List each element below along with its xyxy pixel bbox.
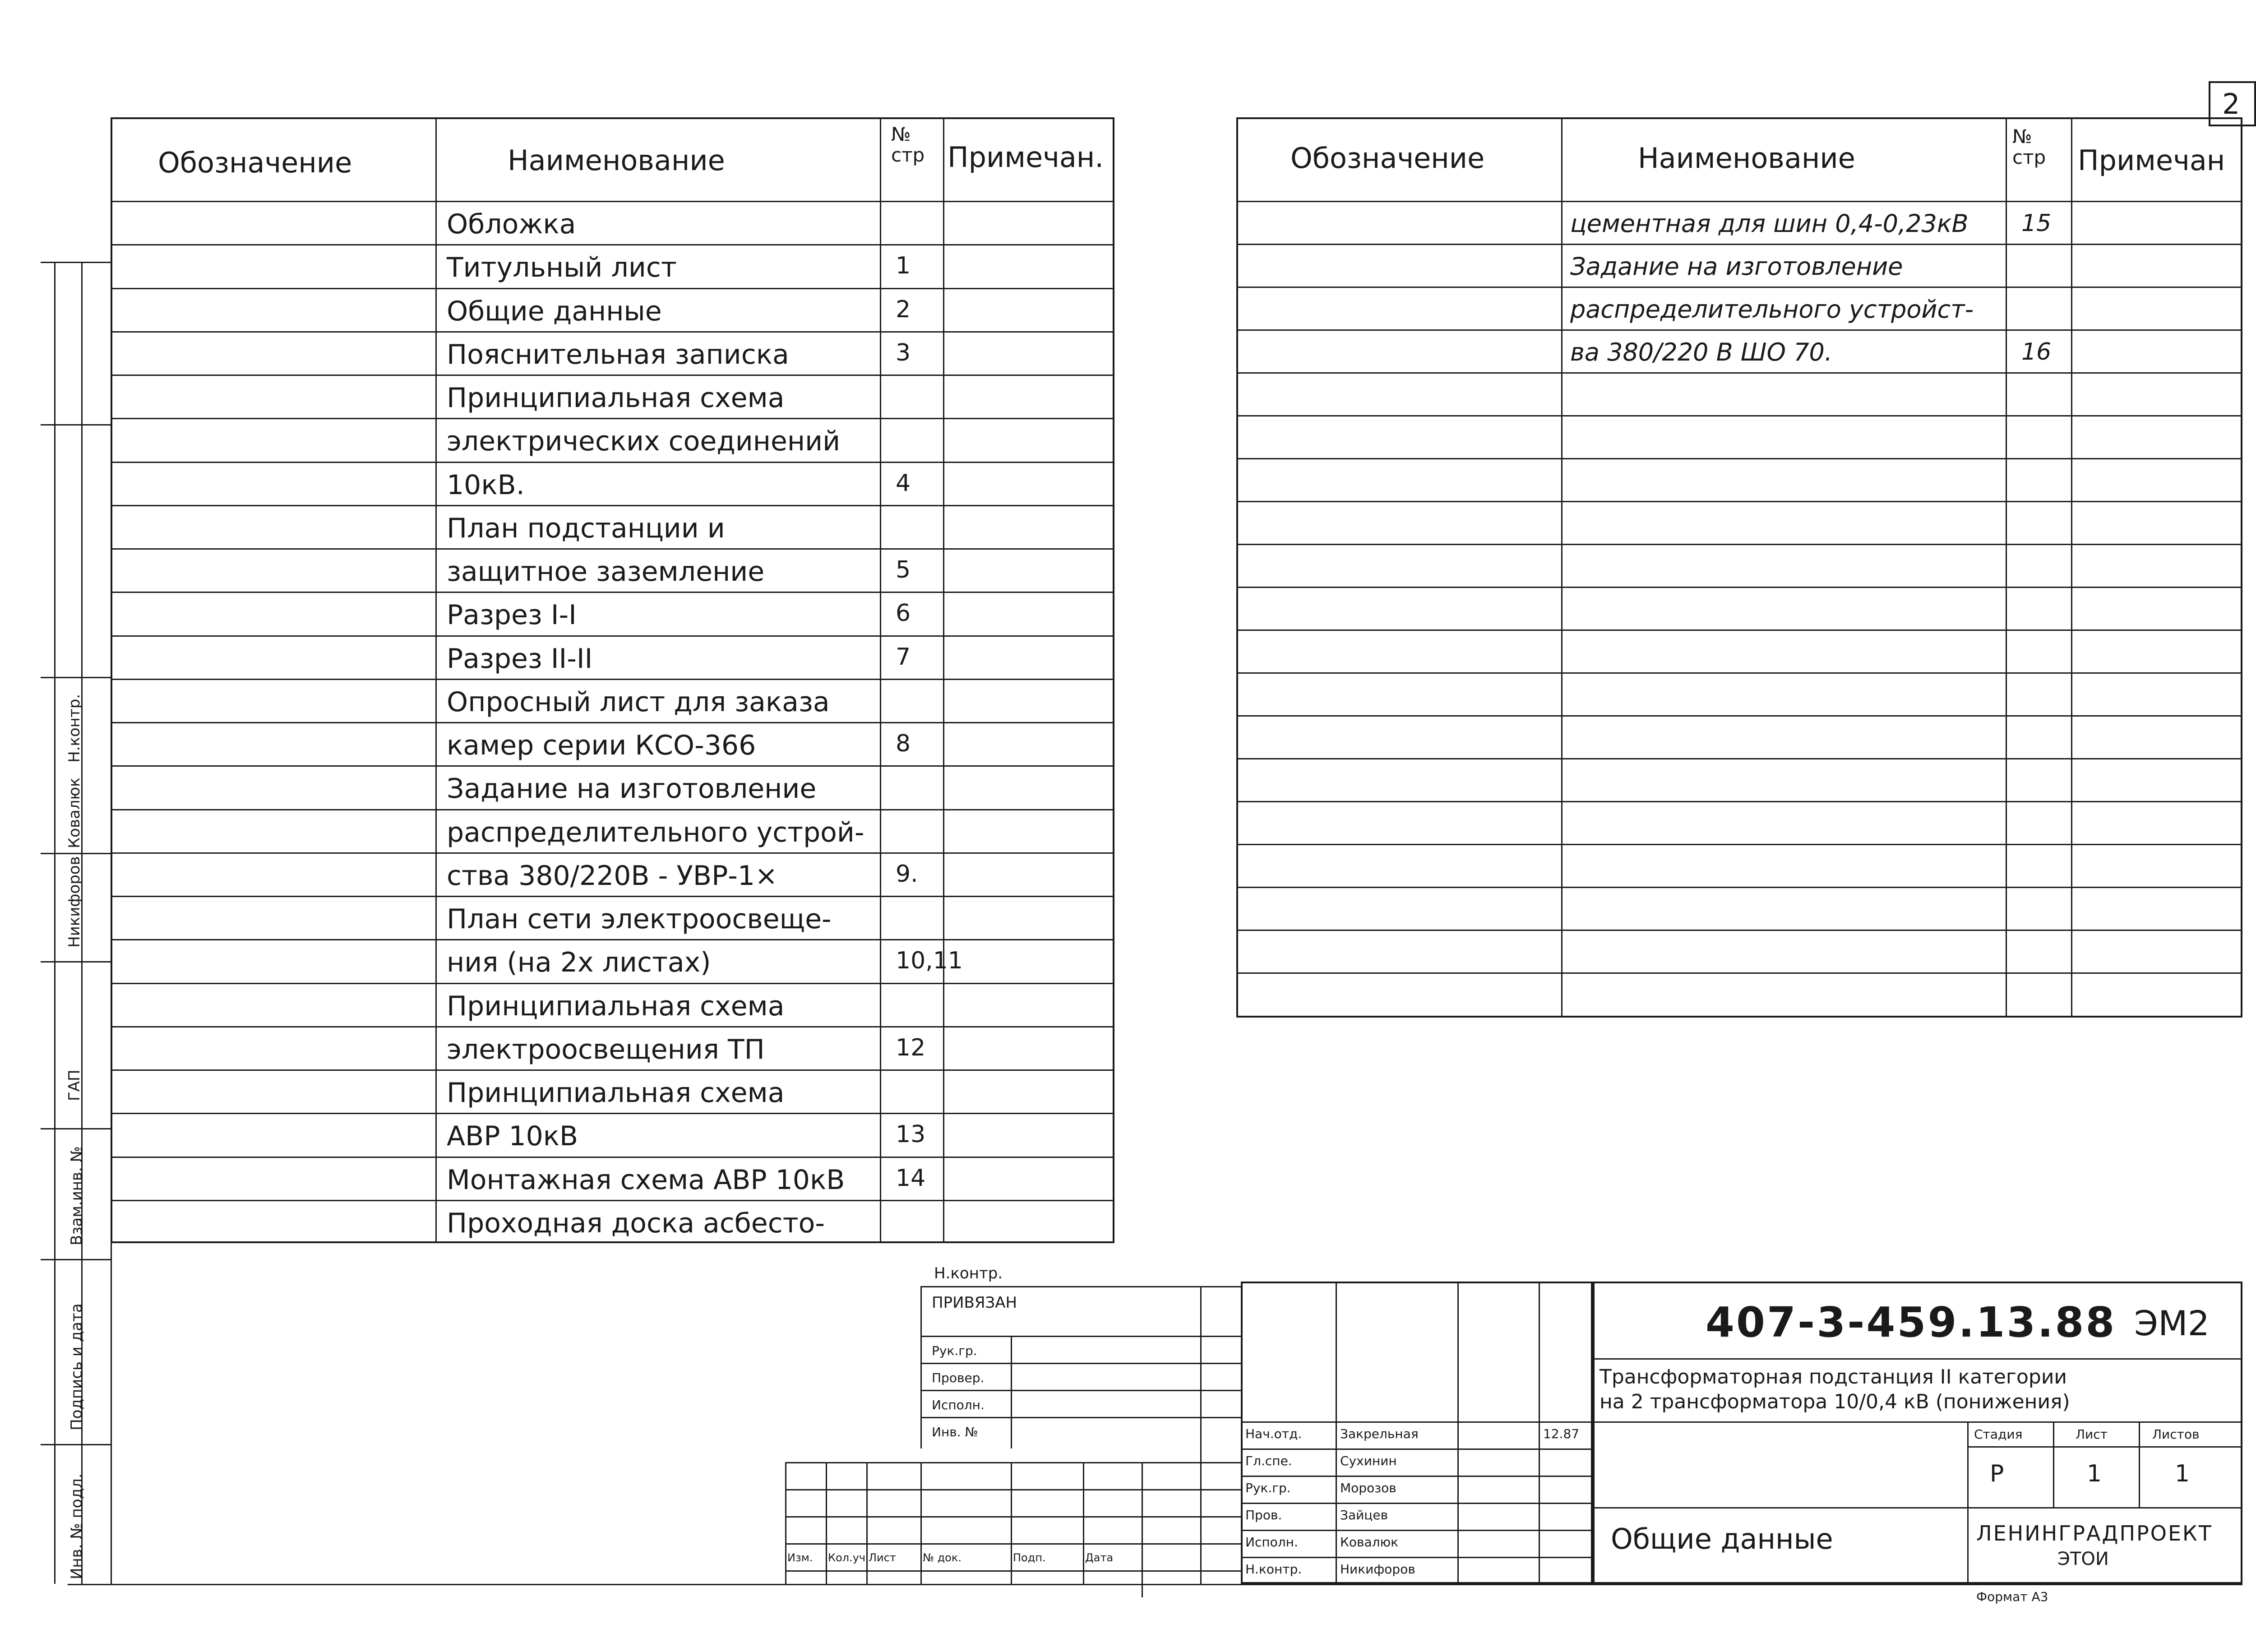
left-row-name: Общие данные — [447, 295, 662, 327]
sheet-title: Общие данные — [1611, 1522, 1833, 1555]
left-row-line — [111, 548, 1114, 550]
right-row-line — [1236, 801, 2242, 802]
left-row-page: 10,11 — [896, 947, 963, 975]
left-row-name: защитное заземление — [447, 556, 765, 588]
left-row-name: электрических соединений — [447, 426, 841, 458]
stamp-nkontr-top: Н.контр. — [934, 1264, 1003, 1282]
left-row-line — [111, 983, 1114, 984]
rev-line-4 — [785, 1543, 1241, 1545]
stamp-prover: Провер. — [932, 1370, 985, 1385]
signature-role: Исполн. — [1245, 1535, 1298, 1550]
margin-label-nkontr: Н.контр. — [65, 694, 83, 763]
stamp-line-b — [920, 1336, 1241, 1337]
margin-h-4 — [41, 853, 111, 854]
left-row-name: ния (на 2х листах) — [447, 947, 711, 979]
left-row-line — [111, 1026, 1114, 1027]
margin-line-1 — [54, 262, 55, 1584]
rev-v-4 — [920, 1462, 922, 1584]
left-col-divider-1 — [435, 117, 437, 1243]
stamp-line-c — [920, 1363, 1241, 1364]
signature-role: Рук.гр. — [1245, 1481, 1291, 1495]
right-col-divider-3 — [2071, 117, 2072, 1018]
left-row-name: Принципиальная схема — [447, 1077, 785, 1109]
left-row-line — [111, 1200, 1114, 1201]
margin-h-1 — [41, 262, 111, 263]
revision-header-cell: Кол.уч — [828, 1551, 866, 1564]
signature-name: Закрельная — [1340, 1426, 1419, 1441]
right-header-divider — [1236, 201, 2242, 202]
margin-h-8 — [41, 1444, 111, 1445]
left-header-name: Наименование — [508, 144, 725, 177]
margin-label-inv: Инв. № подл. — [68, 1473, 86, 1579]
left-row-name: камер серии КСО-366 — [447, 730, 756, 761]
margin-h-2 — [41, 424, 111, 426]
signature-role: Гл.спе. — [1245, 1453, 1292, 1468]
left-row-name: Монтажная схема АВР 10кВ — [447, 1164, 845, 1196]
format-label: Формат А3 — [1976, 1589, 2048, 1604]
left-row-line — [111, 375, 1114, 376]
org-line-1: ЛЕНИНГРАДПРОЕКТ — [1976, 1521, 2213, 1546]
rev-v-3 — [866, 1462, 868, 1584]
title-h-3 — [1593, 1507, 2242, 1509]
right-header-name: Наименование — [1638, 142, 1855, 175]
rev-v-2 — [826, 1462, 827, 1584]
left-row-line — [111, 288, 1114, 289]
left-row-page: 14 — [896, 1164, 926, 1192]
rev-line-5 — [785, 1570, 1241, 1572]
left-row-page: 4 — [896, 469, 911, 497]
revision-header-cell: № док. — [923, 1551, 962, 1564]
left-header-designation: Обозначение — [158, 146, 352, 179]
left-row-name: План подстанции и — [447, 512, 725, 544]
signature-row-line — [1241, 1503, 1593, 1504]
project-line-1: Трансформаторная подстанция II категории — [1600, 1365, 2067, 1388]
left-row-line — [111, 505, 1114, 506]
margin-label-name2: Ковалюк — [65, 777, 83, 848]
right-col-divider-1 — [1561, 117, 1563, 1018]
left-row-page: 2 — [896, 296, 911, 323]
rev-line-1 — [785, 1462, 1241, 1463]
left-row-page: 8 — [896, 730, 911, 757]
margin-h-6 — [41, 1128, 111, 1129]
sheet-number: 2 — [2222, 88, 2240, 120]
right-row-name: ва 380/220 В ШО 70. — [1570, 338, 1833, 366]
right-row-line — [1236, 244, 2242, 245]
sig-v-2 — [1457, 1282, 1459, 1584]
left-row-name: Титульный лист — [447, 252, 677, 284]
left-row-line — [111, 852, 1114, 854]
right-row-line — [1236, 629, 2242, 631]
left-row-line — [111, 679, 1114, 680]
left-row-line — [111, 722, 1114, 723]
project-line-2: на 2 трансформатора 10/0,4 кВ (понижения) — [1600, 1390, 2070, 1413]
stamp-ispoln: Исполн. — [932, 1397, 985, 1412]
left-row-page: 12 — [896, 1034, 926, 1061]
signature-name: Морозов — [1340, 1481, 1396, 1495]
signature-role: Нач.отд. — [1245, 1426, 1302, 1441]
right-row-line — [1236, 329, 2242, 331]
signature-role: Н.контр. — [1245, 1562, 1302, 1577]
left-row-name: Принципиальная схема — [447, 382, 785, 414]
title-h-1 — [1593, 1358, 2242, 1360]
left-row-name: Задание на изготовление — [447, 773, 817, 805]
org-line-2: ЭТОИ — [2057, 1549, 2109, 1569]
left-row-page: 1 — [896, 252, 911, 280]
right-row-line — [1236, 458, 2242, 459]
right-row-line — [1236, 972, 2242, 974]
stamp-invno: Инв. № — [932, 1425, 978, 1439]
signature-name: Сухинин — [1340, 1453, 1397, 1468]
right-header-designation: Обозначение — [1290, 142, 1485, 175]
left-row-line — [111, 896, 1114, 897]
left-row-name: Разрез I-I — [447, 599, 577, 631]
title-h-4 — [1967, 1446, 2242, 1448]
right-row-line — [1236, 758, 2242, 759]
sheet-value: 1 — [2087, 1460, 2102, 1487]
right-row-name: Задание на изготовление — [1570, 252, 1903, 281]
left-row-name: Обложка — [447, 208, 576, 240]
stamp-vline-b — [1011, 1336, 1012, 1448]
left-row-name: Разрез II-II — [447, 643, 593, 675]
sig-v-3 — [1539, 1282, 1540, 1584]
right-row-line — [1236, 372, 2242, 374]
signature-row-line — [1241, 1448, 1593, 1450]
sig-v-1 — [1336, 1282, 1337, 1584]
left-row-page: 3 — [896, 339, 911, 366]
rev-v-7 — [1142, 1462, 1143, 1597]
revision-header-cell: Подп. — [1013, 1551, 1046, 1564]
rev-v-8 — [1200, 1286, 1202, 1584]
left-row-line — [111, 939, 1114, 940]
signature-row-line — [1241, 1476, 1593, 1477]
title-v-2 — [2053, 1421, 2054, 1507]
right-col-divider-2 — [2006, 117, 2007, 1018]
signature-name: Никифоров — [1340, 1562, 1415, 1577]
margin-label-gap: ГАП — [65, 1069, 83, 1101]
revision-header-cell: Дата — [1085, 1551, 1114, 1564]
rev-line-3 — [785, 1516, 1241, 1518]
right-row-line — [1236, 844, 2242, 845]
left-row-page: 9. — [896, 860, 918, 888]
left-row-name: электроосвещения ТП — [447, 1033, 765, 1065]
sheets-label: Листов — [2152, 1427, 2200, 1442]
left-row-line — [111, 592, 1114, 593]
left-row-name: распределительного устрой- — [447, 816, 864, 848]
left-row-name: План сети электроосвеще- — [447, 903, 832, 935]
left-row-page: 5 — [896, 556, 911, 583]
left-row-name: Принципиальная схема — [447, 990, 785, 1022]
left-row-line — [111, 418, 1114, 419]
right-row-name: цементная для шин 0,4-0,23кВ — [1570, 209, 1969, 238]
margin-h-7 — [41, 1259, 111, 1260]
left-row-name: Проходная доска асбесто- — [447, 1207, 825, 1239]
sheets-value: 1 — [2175, 1460, 2190, 1487]
left-row-line — [111, 809, 1114, 810]
right-row-line — [1236, 930, 2242, 931]
signature-name: Ковалюк — [1340, 1535, 1399, 1550]
doc-code: 407-3-459.13.88 — [1706, 1298, 2117, 1347]
left-row-line — [111, 331, 1114, 333]
title-v-3 — [2139, 1421, 2140, 1507]
right-row-line — [1236, 287, 2242, 288]
left-table-frame — [111, 117, 1114, 1243]
signature-date: 12.87 — [1543, 1426, 1580, 1441]
margin-label-name1: Никифоров — [65, 856, 83, 948]
signature-row-line — [1241, 1530, 1593, 1531]
margin-label-vzam: Взам.инв. № — [68, 1146, 86, 1245]
right-row-line — [1236, 887, 2242, 888]
signature-row-line — [1241, 1557, 1593, 1558]
left-header-page: № стр — [891, 123, 925, 167]
left-row-line — [111, 1157, 1114, 1158]
left-row-line — [111, 635, 1114, 637]
stage-label: Стадия — [1974, 1427, 2023, 1442]
right-row-page: 15 — [2021, 210, 2052, 237]
stamp-privyazan: ПРИВЯЗАН — [932, 1294, 1017, 1312]
right-row-line — [1236, 415, 2242, 416]
sheet-label: Лист — [2076, 1427, 2108, 1442]
left-row-name: ства 380/220В - УВР-1× — [447, 860, 778, 892]
title-v-1 — [1967, 1421, 1969, 1584]
left-row-page: 7 — [896, 643, 911, 671]
left-row-page: 6 — [896, 600, 911, 627]
left-row-line — [111, 244, 1114, 245]
revision-header-cell: Изм. — [787, 1551, 813, 1564]
rev-v-5 — [1011, 1462, 1012, 1584]
page-bottom-line — [68, 1584, 2242, 1585]
rev-v-6 — [1083, 1462, 1084, 1584]
revision-header-cell: Лист — [869, 1551, 896, 1564]
left-row-line — [111, 1069, 1114, 1071]
left-row-name: 10кВ. — [447, 469, 525, 501]
left-row-name: АВР 10кВ — [447, 1120, 578, 1152]
signature-name: Зайцев — [1340, 1508, 1388, 1522]
right-row-line — [1236, 501, 2242, 502]
right-row-line — [1236, 715, 2242, 717]
margin-h-5 — [41, 961, 111, 963]
left-row-line — [111, 462, 1114, 463]
left-header-divider — [111, 201, 1114, 202]
right-row-line — [1236, 587, 2242, 588]
doc-mark: ЭМ2 — [2134, 1303, 2210, 1343]
stamp-rukgr: Рук.гр. — [932, 1343, 977, 1358]
rev-v-1 — [785, 1462, 786, 1584]
left-col-divider-2 — [880, 117, 881, 1243]
left-header-note: Примечан. — [948, 141, 1104, 174]
left-row-name: Пояснительная записка — [447, 338, 789, 370]
stamp-vline-a — [920, 1286, 922, 1448]
signature-row-line — [1241, 1421, 1593, 1423]
right-header-note: Примечан — [2078, 144, 2225, 177]
stage-value: Р — [1990, 1460, 2004, 1487]
margin-label-sign: Подпись и дата — [68, 1303, 86, 1430]
right-row-line — [1236, 544, 2242, 545]
stamp-line-e — [920, 1417, 1241, 1418]
right-row-page: 16 — [2021, 338, 2052, 366]
stamp-line-d — [920, 1390, 1241, 1391]
signature-role: Пров. — [1245, 1508, 1282, 1522]
left-row-line — [111, 1113, 1114, 1114]
left-row-name: Опросный лист для заказа — [447, 686, 830, 718]
right-header-page: № стр — [2012, 125, 2046, 169]
margin-line-3 — [111, 262, 112, 1584]
left-row-page: 13 — [896, 1121, 926, 1148]
rev-line-2 — [785, 1489, 1241, 1490]
right-row-line — [1236, 672, 2242, 674]
margin-h-3 — [41, 677, 111, 678]
title-h-2 — [1593, 1421, 2242, 1423]
right-row-name: распределительного устройст- — [1570, 295, 1974, 324]
left-col-divider-3 — [943, 117, 944, 1243]
left-row-line — [111, 765, 1114, 767]
stamp-line-a — [920, 1286, 1241, 1287]
